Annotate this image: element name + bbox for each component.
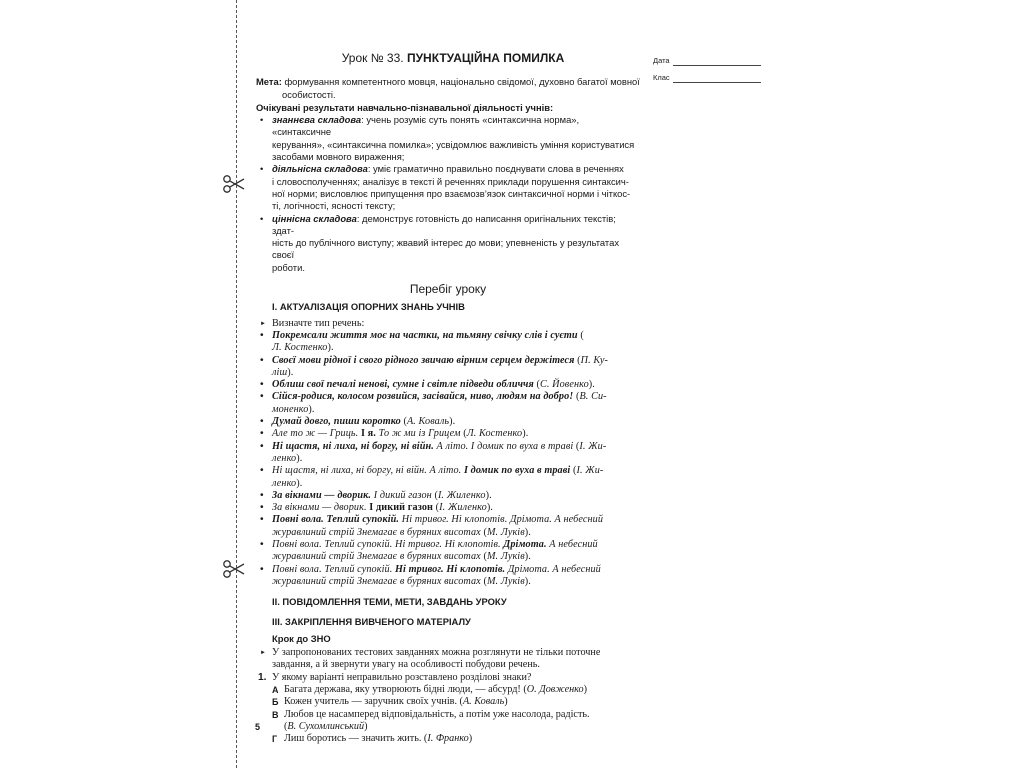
examples-list [256,330,640,588]
example-fragment: ). [287,366,294,378]
option-author: О. Довженко [526,683,584,695]
option-end: ) [468,733,473,745]
example-fragment: ). [524,575,531,587]
section-2-title: II. ПОВІДОМЛЕННЯ ТЕМИ, МЕТИ, ЗАВДАНЬ УРОКУ [272,596,507,608]
example-fragment: Ні тривог. Ні клопотів. Дрімота. А небесний [401,514,604,526]
example-fragment: ( [460,428,467,440]
goal [256,76,640,101]
example-fragment: І. Жиленко [437,489,486,501]
option-letter: В [272,709,279,720]
result-value [256,213,640,274]
example-fragment: ленко [272,477,297,489]
example-fragment: То ж ми із Грицем [378,428,461,440]
result-line: керування», «синтаксична помилка»; усвідомлює важливість уміння користуватися [272,138,635,150]
example-fragment: Л. Костенко [466,428,523,440]
result-line: ність до публічного виступу; жвавий інтерес до мови; упевненість у результатах своєї [272,237,620,261]
example-sentence [256,379,640,391]
example-fragment: Повні вола. Теплий супокій. [272,563,393,575]
option-v [256,709,640,734]
example-fragment: ). [449,416,456,428]
example-fragment: ). [485,489,492,501]
scissors-icon [222,174,248,194]
example-sentence [256,391,640,416]
example-fragment: Повні вола. Теплий супокій. Ні тривог. Ні клопотів. [272,538,501,550]
example-fragment: журавлиний стрій Знемагає в буряних висотах [272,575,481,587]
example-fragment: ). [327,342,334,354]
option-g [256,733,640,745]
example-fragment: За вікнами — дворик. [272,502,367,514]
example-fragment: ( [533,379,540,391]
example-fragment: А небесний [549,538,598,550]
example-fragment: ). [524,526,531,538]
result-line: ної норми; висловлює припущення про взаємозв’язок синтаксичної норми і чіткос- [272,187,631,199]
result-term: ціннісна складова [272,212,357,224]
result-knowledge [256,114,640,163]
example-fragment: І. Жи- [576,465,604,477]
example-fragment: журавлиний стрій Знемагає в буряних висотах [272,526,481,538]
notes-sidebar [653,56,783,90]
lesson-content [256,52,640,745]
example-sentence [256,465,640,490]
example-fragment: ). [296,477,303,489]
example-fragment: Л. Костенко [272,342,328,354]
option-author: І. Франко [427,733,469,745]
example-sentence [256,416,640,428]
result-line: роботи. [272,261,305,273]
option-end: ) [504,696,508,708]
option-letter: Г [272,734,278,745]
result-line: ті, логічності, ясності тексту; [272,200,396,212]
task-instruction: ► Визначте тип речень: [256,318,640,330]
example-fragment: ). [588,379,595,391]
example-fragment: ( [480,526,487,538]
example-fragment: ). [522,428,529,440]
example-fragment: ( [480,551,487,563]
result-line: засобами мовного вираження; [272,151,405,163]
example-fragment: Покремсали життя моє на частки, на тьмяну свічку слів і суєти [272,329,578,341]
option-text: Лиш боротись — значить жить. ( [284,733,428,745]
example-fragment: ленко [272,452,297,464]
option-author: А. Коваль [462,696,505,708]
date-label: Дата [653,56,670,65]
example-fragment: ). [308,403,315,415]
example-fragment: І домик по вуха в траві [463,465,571,477]
example-fragment: Повні вола. Теплий супокій. [272,514,400,526]
section-1-body [256,318,640,589]
example-fragment: ( [570,465,577,477]
example-fragment: Ні тривог. Ні клопотів. [395,563,506,575]
question-1 [256,672,640,684]
option-a [256,684,640,696]
result-line: : учень розуміє суть понять «синтаксична норма», «синтаксичне [272,114,580,138]
result-line: : демонструє готовність до написання оригінальних текстів; здат- [272,212,616,236]
example-fragment: П. Ку- [580,354,608,366]
progress-title: Перебіг уроку [409,282,487,297]
example-fragment: І. Жиленко [439,502,487,514]
question-text: У якому варіанті неправильно розставлено розділові знаки? [272,671,532,683]
example-sentence [256,428,640,440]
example-fragment: ). [486,502,493,514]
example-fragment: журавлиний стрій Знемагає в буряних висотах [272,551,481,563]
option-letter: Б [272,697,279,708]
result-term: знаннєва складова [272,114,362,126]
example-fragment: А. Коваль [406,416,450,428]
example-fragment: ( [480,575,487,587]
example-fragment: ( [577,329,584,341]
date-line [673,65,761,66]
option-text: Любов це насамперед відповідальність, а потім уже насолода, радість. [284,708,590,720]
example-fragment: Ні щастя, ні лиха, ні боргу, ні війн. [272,440,434,452]
option-end: ) [364,720,368,732]
example-fragment: І дикий газон [373,489,432,501]
section-3-title: III. ЗАКРІПЛЕННЯ ВИВЧЕНОГО МАТЕРІАЛУ [272,616,471,628]
result-term: діяльнісна складова [272,163,368,175]
example-fragment: М. Луків [486,551,525,563]
zno-title: Крок до ЗНО [272,632,331,644]
example-fragment: ( [573,391,580,403]
example-fragment: С. Йовенко [539,379,589,391]
option-text: Багата держава, яку утворюють бідні люди, — абсурд! ( [284,683,527,695]
example-fragment: моненко [272,403,309,415]
example-fragment: ( [574,354,581,366]
example-fragment: ( [431,489,438,501]
lesson-number: Урок № 33. [341,51,404,65]
example-fragment: Дрімота. А небесний [507,563,601,575]
lesson-title [266,52,640,64]
example-sentence [256,355,640,380]
page-number: 5 [255,722,261,732]
example-fragment: ( [433,502,440,514]
goal-label: Мета: [256,76,282,88]
class-label: Клас [653,73,670,82]
option-author: В. Сухомлинський [287,720,365,732]
result-activity [256,163,640,212]
example-fragment: І. Жи- [579,440,607,452]
option-b [256,696,640,708]
intro-line: У запропонованих тестових завданнях можна розглянути не тільки поточне [272,647,601,659]
date-field[interactable] [653,56,783,73]
example-fragment: За вікнами — дворик. [272,489,372,501]
example-sentence [256,539,640,564]
result-line: і словосполученнях; аналізує в тексті й реченнях приклади порушення синтаксич- [272,175,629,187]
example-fragment: М. Луків [486,575,525,587]
zno-intro [256,647,640,672]
example-fragment: Ні щастя, ні лиха, ні боргу, ні війн. А літо. [272,465,462,477]
results-title: Очікувані результати навчально-пізнавальної діяльності учнів: [256,101,554,113]
goal-text: формування компетентного мовця, національно свідомої, духовно багатої мовної [284,76,640,88]
result-line: : уміє граматично правильно поєднувати слова в реченнях [367,163,624,175]
example-fragment: Дрімота. [503,538,547,550]
example-fragment: А літо. І домик по вуха в траві [436,440,574,452]
example-fragment: І я. [360,428,376,440]
intro-line: завдання, а й звернути увагу на особливості побудови речень. [272,659,540,671]
example-sentence [256,441,640,466]
cut-line [236,0,237,768]
example-fragment: Сійся-родися, колосом розвийся, засівайся, ниво, людям на добро! [272,391,574,403]
example-fragment: ). [296,452,303,464]
example-fragment: Але то ж — Гриць. [272,428,359,440]
class-field[interactable] [653,73,783,90]
example-fragment: В. Си- [579,391,607,403]
section-1-title: I. АКТУАЛІЗАЦІЯ ОПОРНИХ ЗНАНЬ УЧНІВ [272,301,465,313]
option-text: ( [284,720,288,732]
option-end: ) [583,683,588,695]
section-3-body [256,647,640,745]
option-text: Кожен учитель — заручник своїх учнів. ( [284,696,463,708]
example-sentence [256,330,640,355]
example-fragment: ). [524,551,531,563]
example-fragment: ( [400,416,407,428]
question-number: 1. [258,671,267,683]
example-sentence [256,490,640,502]
option-letter: А [272,684,279,695]
example-fragment: Думай довго, пиши коротко [272,416,401,428]
class-line [673,82,761,83]
example-fragment: ліш [272,366,288,378]
example-sentence [256,502,640,514]
example-fragment: ( [573,440,580,452]
example-sentence [256,564,640,589]
example-sentence [256,514,640,539]
scissors-icon [222,559,248,579]
example-fragment: Облиш свої печалі ненові, сумне і світле підведи обличчя [272,379,534,391]
lesson-topic: ПУНКТУАЦІЙНА ПОМИЛКА [406,51,565,65]
example-fragment: Своєї мови рідної і свого рідного звичаю вірним серцем держітеся [272,354,575,366]
example-fragment: І дикий газон [369,502,434,514]
results-list [256,114,640,274]
goal-text-cont: особистості. [282,88,336,100]
example-fragment: М. Луків [486,526,525,538]
